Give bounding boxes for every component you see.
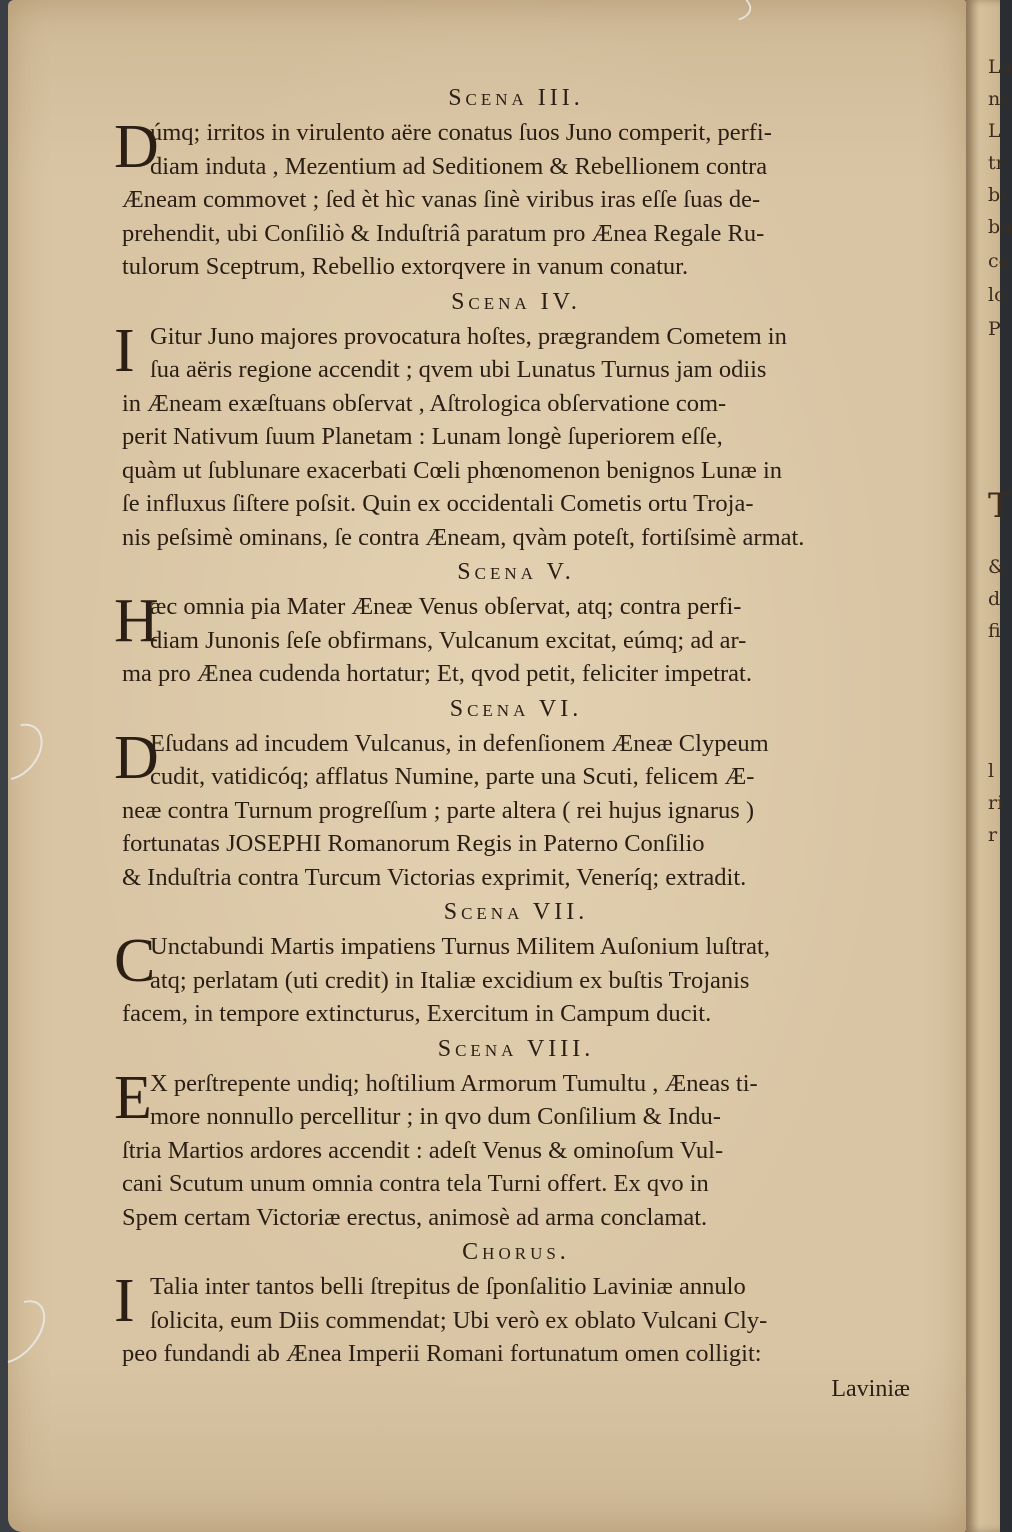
text-line: perit Nativum ſuum Planetam : Lunam longè ſuperiorem eſſe, — [122, 423, 723, 450]
section-heading: Scena IV. — [451, 288, 581, 315]
section-heading: Scena VII. — [443, 899, 589, 925]
text-line: Talia inter tantos belli ſtrepitus de ſponſalitio Laviniæ annulo — [150, 1273, 746, 1300]
text-line: Eſudans ad incudem Vulcanus, in defenſionem Æneæ Clypeum — [150, 729, 769, 757]
section-paragraph — [114, 723, 910, 895]
text-line: ma pro Ænea cudenda hortatur; Et, qvod petit, feliciter impetrat. — [122, 660, 752, 687]
drop-cap: C — [114, 927, 156, 995]
section-heading: Scena VI. — [449, 695, 583, 722]
adjacent-page-edge — [966, 0, 1012, 1532]
section-paragraph — [114, 113, 910, 284]
drop-cap: D — [114, 113, 159, 181]
section-paragraph — [114, 1063, 910, 1235]
adjacent-fragment: ce — [988, 250, 1010, 272]
drop-cap: E — [114, 1063, 152, 1132]
adjacent-fragment: r — [988, 824, 998, 846]
text-line: & Induſtria contra Turcum Victorias exprimit, Veneríq; extradit. — [122, 863, 747, 891]
drop-cap: I — [114, 316, 135, 385]
text-line: Unctabundi Martis impatiens Turnus Militem Auſonium luſtrat, — [150, 933, 770, 960]
text-line: nis peſsimè ominans, ſe contra Æneam, qvàm poteſt, fortiſsimè armat. — [122, 523, 805, 551]
adjacent-fragment: La — [988, 56, 1012, 78]
text-line: ſtria Martios ardores accendit : adeſt Venus & ominoſum Vul- — [122, 1136, 724, 1164]
text-line: ſolicita, eum Diis commendat; Ubi verò ex oblato Vulcani Cly- — [150, 1306, 768, 1334]
adjacent-fragment: ri — [988, 792, 1004, 814]
section-paragraph — [114, 927, 910, 1031]
text-line: tulorum Sceptrum, Rebellio extorqvere in vanum conatur. — [122, 253, 689, 280]
section-paragraph — [114, 1267, 910, 1371]
adjacent-fragment: d — [988, 588, 1001, 610]
adjacent-fragment: ba — [988, 216, 1012, 238]
text-line: X perſtrepente undiq; hoſtilium Armorum Tumultu , Æneas ti- — [150, 1069, 758, 1097]
drop-cap: I — [114, 1267, 135, 1335]
text-line: cudit, vatidicóq; afflatus Numine, parte una Scuti, felicem Æ- — [150, 763, 755, 790]
text-line: facem, in tempore extincturus, Exercitum in Campum ducit. — [122, 1000, 712, 1027]
text-line: Gitur Juno majores provocatura hoſtes, prægrandem Cometem in — [150, 322, 787, 350]
adjacent-fragment: fi — [988, 620, 1001, 642]
adjacent-fragment: T — [988, 486, 1011, 526]
section-heading: Scena VIII. — [437, 1035, 595, 1062]
drop-cap: H — [114, 587, 159, 655]
text-line: fortunatas JOSEPHI Romanorum Regis in Paterno Conſilio — [122, 830, 705, 857]
adjacent-fragment: bi — [988, 184, 1007, 206]
section-heading: Scena V. — [457, 559, 575, 585]
text-line: more nonnullo percellitur ; in qvo dum Conſilium & Indu- — [150, 1103, 721, 1130]
text-line: neæ contra Turnum progreſſum ; parte altera ( rei hujus ignarus ) — [122, 796, 755, 824]
page-text — [114, 80, 910, 1407]
text-line: prehendit, ubi Conſiliò & Induſtriâ paratum pro Ænea Regale Ru- — [122, 219, 765, 247]
section-heading: Scena III. — [448, 85, 584, 111]
adjacent-fragment: L — [988, 120, 1001, 142]
section-heading: Chorus. — [462, 1239, 570, 1265]
text-line: æc omnia pia Mater Æneæ Venus obſervat, atq; contra perfi- — [150, 593, 742, 620]
text-line: diam induta , Mezentium ad Seditionem & Rebellionem contra — [150, 152, 768, 180]
adjacent-fragment: nc — [988, 88, 1011, 110]
binding-thread — [0, 1290, 57, 1375]
binding-thread — [635, 0, 755, 32]
text-line: peo fundandi ab Ænea Imperii Romani fortunatum omen colligit: — [122, 1340, 762, 1367]
catchword: Laviniæ — [831, 1375, 910, 1402]
text-line: atq; perlatam (uti credit) in Italiæ excidium ex buſtis Trojanis — [150, 966, 750, 994]
section-paragraph — [114, 316, 910, 555]
adjacent-fragment: lo — [988, 284, 1006, 306]
adjacent-fragment: & — [988, 556, 1005, 578]
section-paragraph — [114, 587, 910, 691]
binding-thread — [0, 713, 53, 790]
text-line: Æneam commovet ; ſed èt hìc vanas ſinè viribus iras eſſe ſuas de- — [122, 186, 761, 213]
text-line: cani Scutum unum omnia contra tela Turni offert. Ex qvo in — [122, 1170, 709, 1197]
text-line: diam Junonis ſeſe obfirmans, Vulcanum excitat, eúmq; ad ar- — [150, 626, 747, 654]
text-line: ſe influxus ſiſtere poſsit. Quin ex occidentali Cometis ortu Troja- — [122, 490, 754, 517]
text-line: úmq; irritos in virulento aëre conatus ſuos Juno comperit, perfi- — [150, 119, 772, 146]
drop-cap: D — [114, 723, 159, 792]
adjacent-fragment: l — [988, 760, 995, 782]
adjacent-fragment: tr — [988, 152, 1005, 174]
text-line: ſua aëris regione accendit ; qvem ubi Lunatus Turnus jam odiis — [150, 356, 767, 383]
text-line: in Æneam exæſtuans obſervat , Aſtrologica obſervatione com- — [122, 389, 727, 417]
text-line: quàm ut ſublunare exacerbati Cœli phœnomenon benignos Lunæ in — [122, 456, 783, 484]
text-line: Spem certam Victoriæ erectus, animosè ad arma conclamat. — [122, 1203, 708, 1231]
adjacent-fragment: P — [988, 318, 1001, 340]
